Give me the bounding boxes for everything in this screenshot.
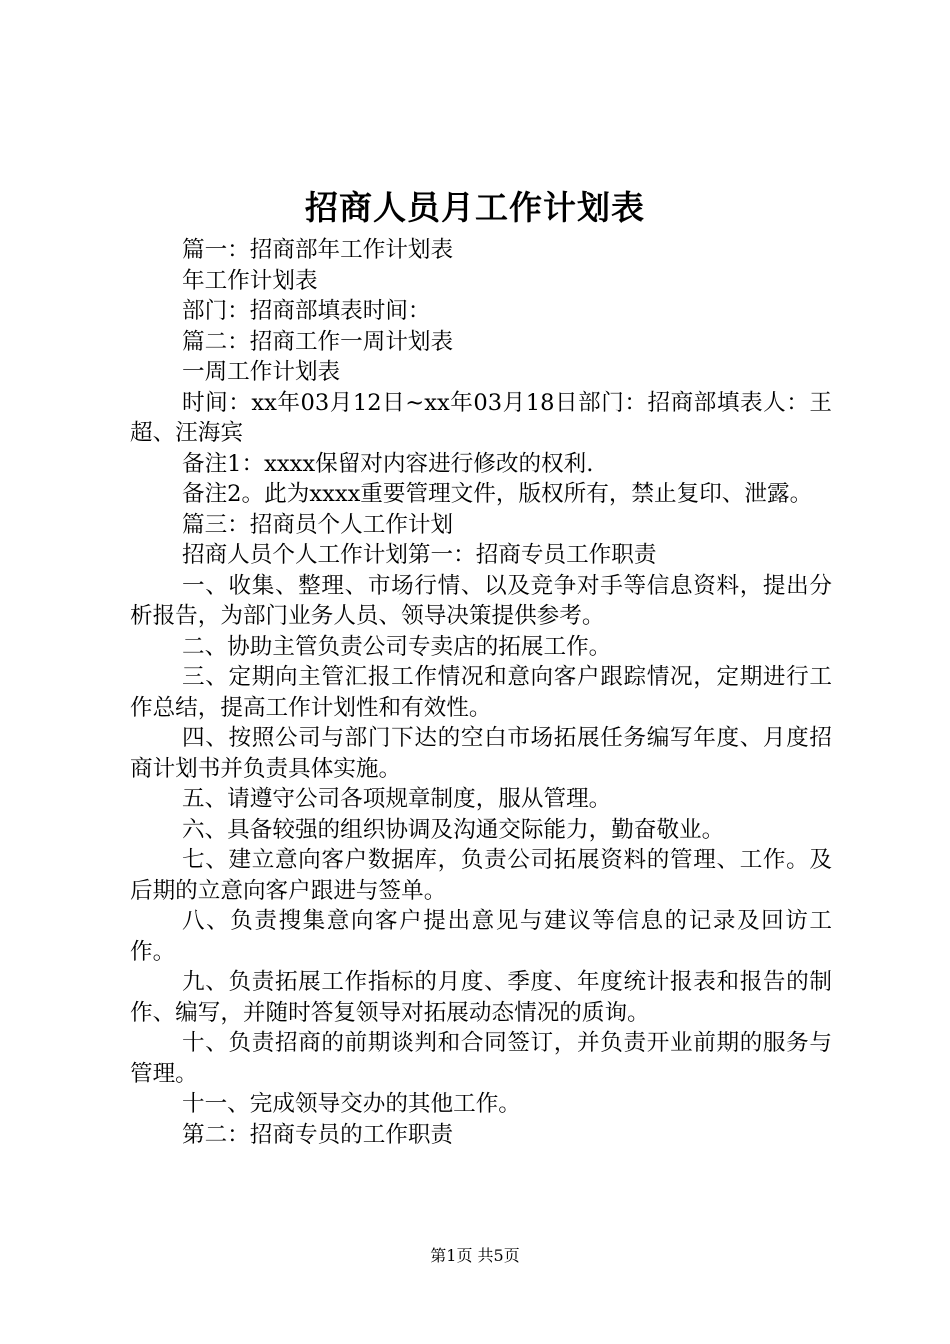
document-body <box>130 235 832 1150</box>
paragraph: 二、协助主管负责公司专卖店的拓展工作。 <box>182 633 612 660</box>
paragraph: 备注2。此为xxxx重要管理文件，版权所有，禁止复印、泄露。 <box>182 481 813 507</box>
paragraph: 五、请遵守公司各项规章制度，服从管理。 <box>182 786 612 812</box>
paragraph: 备注1：xxxx保留对内容进行修改的权利. <box>182 450 594 477</box>
paragraph: 十、负责招商的前期谈判和合同签订，并负责开业前期的服务与管理。 <box>130 1030 832 1087</box>
paragraph: 七、建立意向客户数据库，负责公司拓展资料的管理、工作。及后期的立意向客户跟进与签单。 <box>130 847 832 904</box>
paragraph: 一、收集、整理、市场行情、以及竞争对手等信息资料，提出分析报告，为部门业务人员、领导决策提供参考。 <box>130 572 832 629</box>
document-title: 招商人员月工作计划表 <box>305 188 645 227</box>
paragraph: 六、具备较强的组织协调及沟通交际能力，勤奋敬业。 <box>182 816 725 843</box>
paragraph: 第二：招商专员的工作职责 <box>182 1121 454 1148</box>
paragraph: 年工作计划表 <box>182 267 318 294</box>
paragraph: 四、按照公司与部门下达的空白市场拓展任务编写年度、月度招商计划书并负责具体实施。 <box>130 725 832 782</box>
paragraph: 招商人员个人工作计划第一：招商专员工作职责 <box>182 542 657 568</box>
paragraph: 八、负责搜集意向客户提出意见与建议等信息的记录及回访工作。 <box>130 908 832 965</box>
paragraph: 十一、完成领导交办的其他工作。 <box>182 1091 521 1117</box>
paragraph: 三、定期向主管汇报工作情况和意向客户跟踪情况，定期进行工作总结，提高工作计划性和有效性。 <box>130 664 832 721</box>
page-footer <box>0 1245 950 1267</box>
paragraph: 一周工作计划表 <box>182 359 341 385</box>
page-number: 第1页 共5页 <box>430 1246 520 1265</box>
paragraph: 九、负责拓展工作指标的月度、季度、年度统计报表和报告的制作、编写，并随时答复领导对拓展动态情况的质询。 <box>130 969 832 1026</box>
paragraph: 部门：招商部填表时间： <box>182 298 431 324</box>
paragraph: 篇一：招商部年工作计划表 <box>182 237 454 263</box>
paragraph: 篇二：招商工作一周计划表 <box>182 328 454 355</box>
paragraph: 时间：xx年03月12日~xx年03月18日部门：招商部填表人：王超、汪海宾 <box>130 389 832 446</box>
paragraph: 篇三：招商员个人工作计划 <box>182 511 454 538</box>
